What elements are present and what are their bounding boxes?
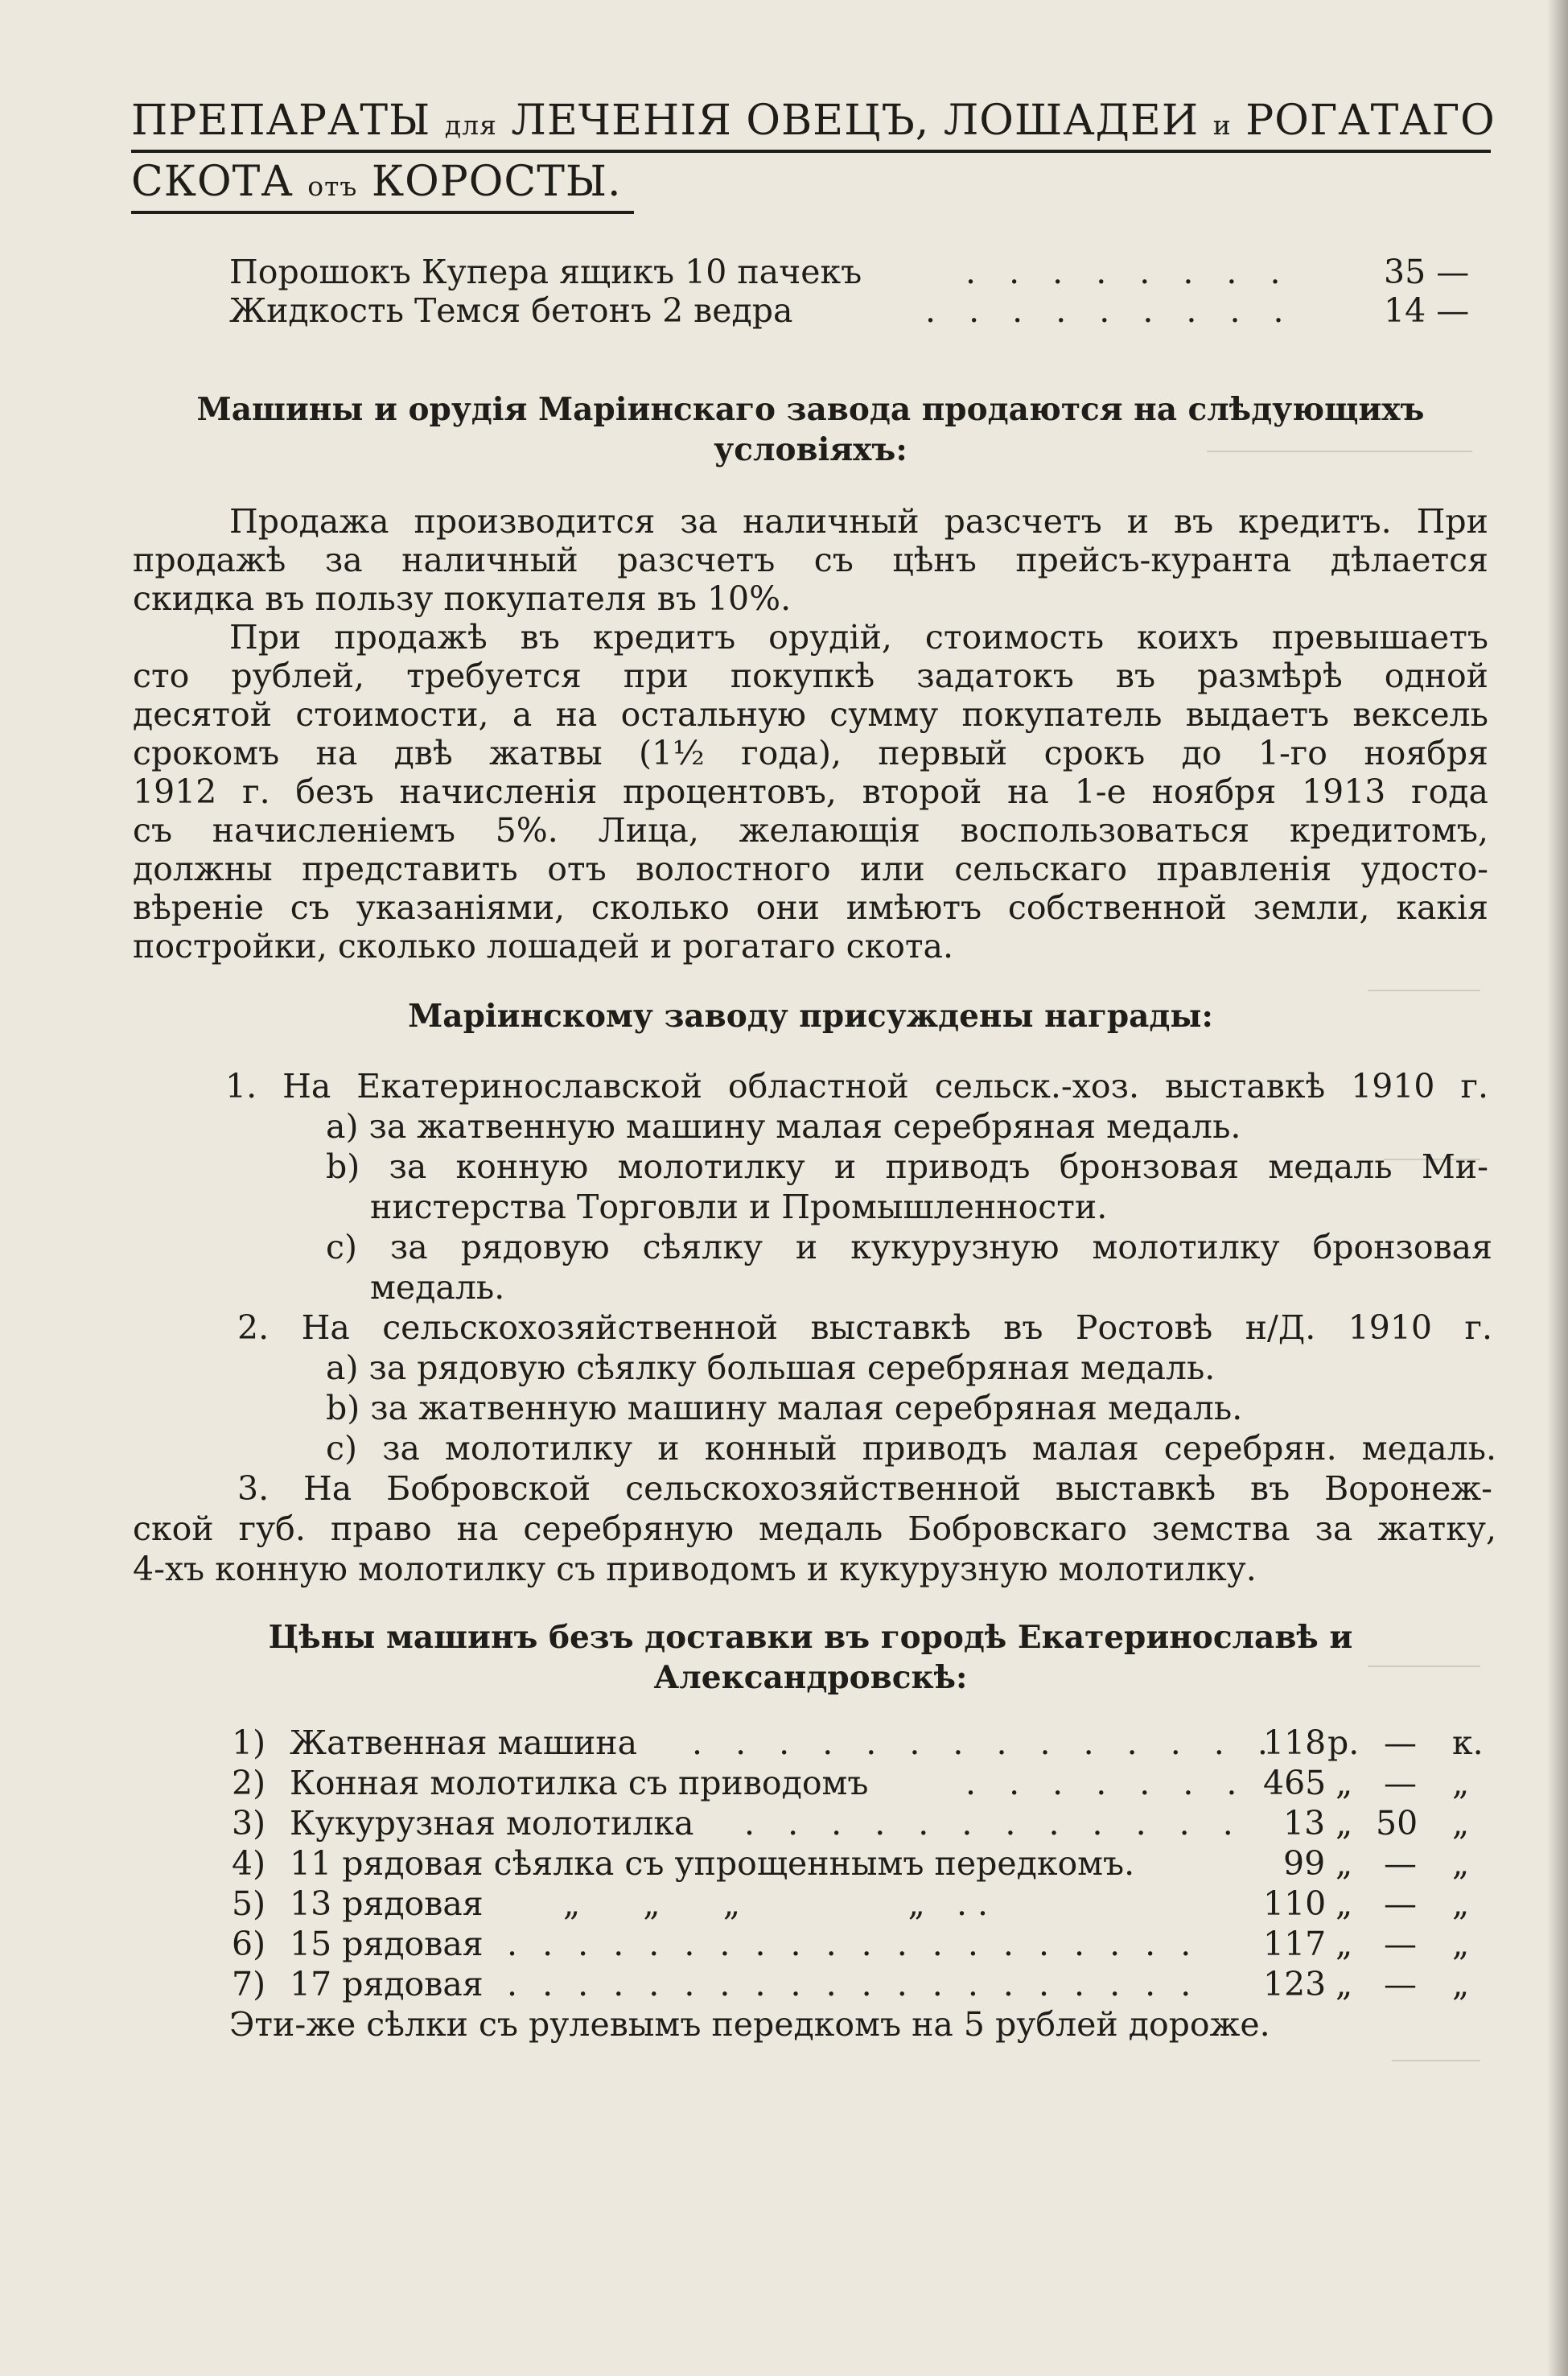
price-kop-unit: „ <box>1452 1764 1470 1802</box>
price-kopecks: — <box>1384 1723 1417 1762</box>
price-row-label: Жатвенная машина <box>290 1723 638 1762</box>
price-unit: „ <box>1335 1884 1353 1923</box>
price-unit: „ <box>1335 1965 1353 2003</box>
paragraph-line: десятой стоимости, а на остальную сумму покупатель выдаетъ вексель <box>133 695 1488 734</box>
title-word: ПРЕПАРАТЫ <box>131 97 431 145</box>
price-kopecks: — <box>1384 1844 1417 1883</box>
price-kop-unit: „ <box>1452 1925 1470 1963</box>
ditto-marks: „ „ „ „ . . <box>563 1884 989 1923</box>
price-value: 35 — <box>1384 253 1470 291</box>
paragraph-line: вѣреніе съ указаніями, сколько они имѣютъ собственной земли, какія <box>133 888 1488 927</box>
paragraph-line: сто рублей, требуется при покупкѣ задатокъ въ размѣрѣ одной <box>133 657 1488 695</box>
leader-dots: . . . . . . . . . . . . <box>744 1804 1245 1843</box>
price-row-label: 13 рядовая <box>290 1884 484 1923</box>
award-line: c) за молотилку и конный приводъ малая серебрян. медаль. <box>326 1429 1496 1468</box>
award-line: c) за рядовую сѣялку и кукурузную молотилку бронзовая <box>326 1228 1492 1266</box>
paragraph-line: скидка въ пользу покупателя въ 10%. <box>133 579 792 618</box>
title-underline-1 <box>131 150 1491 153</box>
title-word-small: для <box>444 109 497 141</box>
prices-heading-line-2: Александровскѣ: <box>653 1659 968 1696</box>
price-kop-unit: к. <box>1452 1723 1484 1762</box>
price-rubles: 99 <box>1283 1844 1326 1883</box>
price-row-number: 4) <box>232 1844 266 1883</box>
paragraph-line: срокомъ на двѣ жатвы (1½ года), первый срокъ до 1-го ноября <box>133 734 1488 772</box>
price-row-label: Кукурузная молотилка <box>290 1804 694 1843</box>
price-row-number: 5) <box>232 1884 266 1923</box>
price-kop-unit: „ <box>1452 1965 1470 2003</box>
title-word: СКОТА <box>131 158 294 206</box>
price-item-label: Жидкость Темся бетонъ 2 ведра <box>229 291 793 330</box>
title-word: РОГАТАГО <box>1245 97 1496 145</box>
paragraph-line: Продажа производится за наличный разсчетъ и въ кредитъ. При <box>229 502 1488 541</box>
title-word: КОРОСТЫ. <box>371 158 622 206</box>
price-rubles: 465 <box>1263 1764 1327 1802</box>
price-kop-unit: „ <box>1452 1884 1470 1923</box>
price-row-number: 7) <box>232 1965 266 2003</box>
price-row-number: 1) <box>232 1723 266 1762</box>
leader-dots: . . . . . . . . . <box>925 291 1295 330</box>
award-line: 3. На Бобровской сельскохозяйственной выставкѣ въ Воронеж- <box>237 1469 1492 1508</box>
award-line: 2. На сельскохозяйственной выставкѣ въ Ростовѣ н/Д. 1910 г. <box>237 1308 1492 1347</box>
price-unit: „ <box>1335 1844 1353 1883</box>
title-underline-2 <box>131 211 634 214</box>
paragraph-line: продажѣ за наличный разсчетъ съ цѣнъ прейсъ-куранта дѣлается <box>133 541 1488 579</box>
price-row-label: 15 рядовая <box>290 1925 484 1963</box>
leader-dots: . . . . . . . . <box>965 253 1292 291</box>
section-title-line-2 <box>131 158 622 206</box>
award-line: a) за жатвенную машину малая серебряная медаль. <box>326 1107 1241 1146</box>
price-kopecks: — <box>1384 1884 1417 1923</box>
price-unit: „ <box>1335 1764 1353 1802</box>
price-kopecks: — <box>1384 1925 1417 1963</box>
price-row-label: 17 рядовая <box>290 1965 484 2003</box>
title-word-small: отъ <box>307 171 358 202</box>
award-line: 1. На Екатеринославской областной сельск.-хоз. выставкѣ 1910 г. <box>225 1067 1488 1106</box>
paragraph-line: должны представить отъ волостного или сельскаго правленія удосто- <box>133 850 1488 888</box>
leader-dots: . . . . . . . . . . . . . . . . . . . . <box>507 1965 1199 2003</box>
conditions-heading-line-1: Машины и орудія Маріинскаго завода продаются на слѣдующихъ <box>196 391 1425 428</box>
prices-footer-note: Эти-же сѣлки съ рулевымъ передкомъ на 5 рублей дороже. <box>229 2005 1270 2044</box>
paragraph-line: постройки, сколько лошадей и рогатаго скота. <box>133 927 954 966</box>
award-line: ской губ. право на серебряную медаль Бобровскаго земства за жатку, <box>133 1509 1496 1548</box>
paragraph-line: съ начисленіемъ 5%. Лица, желающія воспользоваться кредитомъ, <box>133 811 1488 850</box>
price-row-number: 6) <box>232 1925 266 1963</box>
leader-dots: . . . . . . . . . . . . . . . . . . . . <box>507 1925 1199 1963</box>
price-rubles: 123 <box>1263 1965 1327 2003</box>
prices-heading-line-1: Цѣны машинъ безъ доставки въ городѣ Екатеринославѣ и <box>268 1619 1353 1656</box>
price-rubles: 110 <box>1263 1884 1327 1923</box>
price-row-number: 3) <box>232 1804 266 1843</box>
price-item-label: Порошокъ Купера ящикъ 10 пачекъ <box>229 253 862 291</box>
price-kop-unit: „ <box>1452 1804 1470 1843</box>
price-value: 14 — <box>1384 291 1470 330</box>
title-word: ЛЕЧЕНІЯ ОВЕЦЪ, ЛОШАДЕИ <box>511 97 1200 145</box>
price-row-label: 11 рядовая сѣялка съ упрощеннымъ передкомъ. <box>290 1844 1135 1883</box>
title-word-small: и <box>1212 109 1232 141</box>
award-line: нистерства Торговли и Промышленности. <box>370 1188 1108 1226</box>
price-kopecks: — <box>1384 1764 1417 1802</box>
award-line: медаль. <box>370 1268 505 1307</box>
leader-dots: . . . . . . . . . . . . . . <box>692 1723 1279 1762</box>
section-title-line-1 <box>131 97 1496 145</box>
price-kop-unit: „ <box>1452 1844 1470 1883</box>
award-line: b) за конную молотилку и приводъ бронзовая медаль Ми- <box>326 1147 1488 1186</box>
price-rubles: 118 <box>1263 1723 1327 1762</box>
awards-heading: Маріинскому заводу присуждены награды: <box>408 998 1213 1035</box>
page-edge-shadow <box>1547 0 1568 2376</box>
price-kopecks: 50 <box>1376 1804 1418 1843</box>
price-kopecks: — <box>1384 1965 1417 2003</box>
leader-dots: . . . . . . . <box>965 1764 1249 1802</box>
price-unit: р. <box>1327 1723 1360 1762</box>
paragraph-line: 1912 г. безъ начисленія процентовъ, второй на 1-е ноября 1913 года <box>133 772 1488 811</box>
award-line: 4-хъ конную молотилку съ приводомъ и кукурузную молотилку. <box>133 1550 1257 1588</box>
price-unit: „ <box>1335 1925 1353 1963</box>
award-line: a) за рядовую сѣялку большая серебряная медаль. <box>326 1349 1216 1387</box>
paragraph-line: При продажѣ въ кредитъ орудій, стоимость коихъ превышаетъ <box>229 618 1488 657</box>
price-row-label: Конная молотилка съ приводомъ <box>290 1764 869 1802</box>
price-rubles: 117 <box>1263 1925 1327 1963</box>
award-line: b) за жатвенную машину малая серебряная медаль. <box>326 1389 1243 1427</box>
price-row-number: 2) <box>232 1764 266 1802</box>
price-rubles: 13 <box>1283 1804 1326 1843</box>
price-unit: „ <box>1335 1804 1353 1843</box>
conditions-heading-line-2: условіяхъ: <box>714 431 907 468</box>
